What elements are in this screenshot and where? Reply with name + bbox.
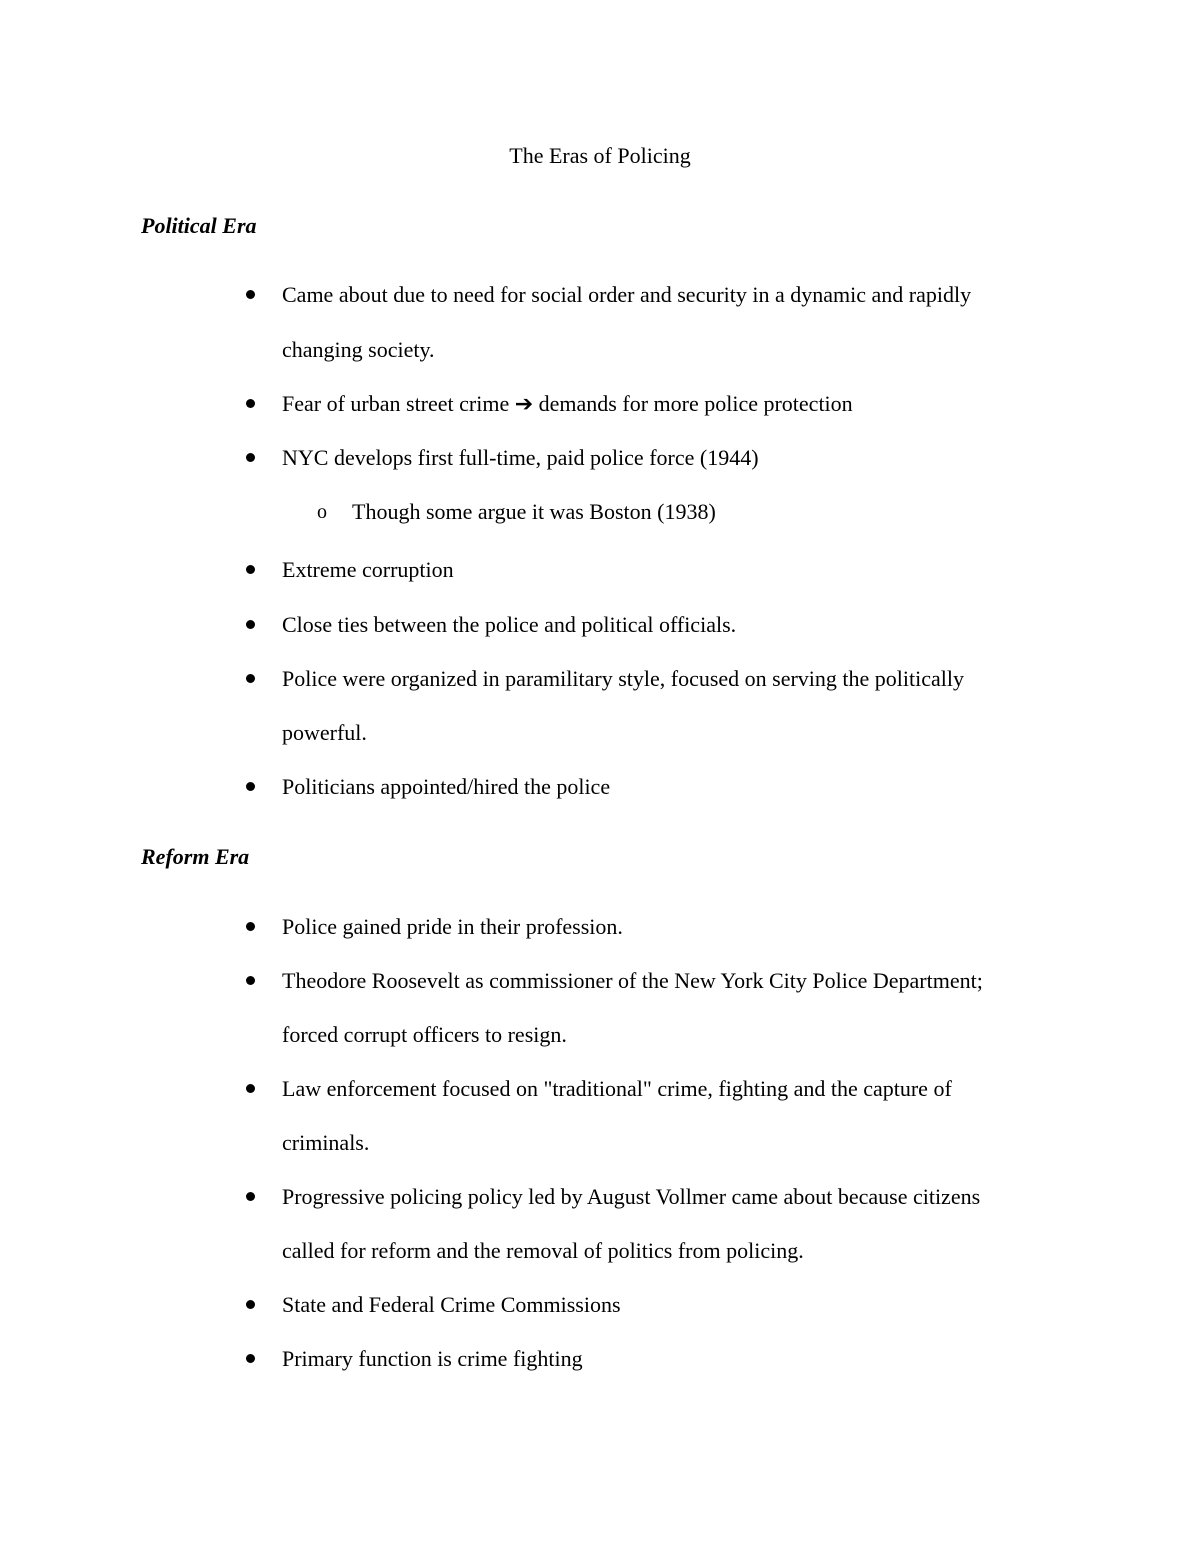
list-item	[0, 280, 1200, 310]
list-item-text: Progressive policing policy led by August Vollmer came about because citizens	[282, 1184, 981, 1209]
list-item	[0, 555, 1200, 585]
list-item-text: Fear of urban street crime ➔ demands for more police protection	[282, 391, 853, 416]
list-item	[0, 389, 1200, 419]
list-item-text: Theodore Roosevelt as commissioner of the New York City Police Department;	[282, 968, 983, 993]
bullet-icon	[246, 1192, 255, 1201]
bullet-icon	[246, 565, 255, 574]
political-era-heading: Political Era	[141, 213, 257, 238]
list-item	[0, 966, 1200, 996]
list-item-text: Close ties between the police and political officials.	[282, 612, 737, 637]
list-item-text: NYC develops first full-time, paid police force (1944)	[282, 445, 759, 470]
list-item	[0, 1182, 1200, 1212]
list-item-text: Primary function is crime fighting	[282, 1346, 583, 1371]
sub-list-item	[0, 497, 1200, 527]
list-item	[0, 443, 1200, 473]
bullet-icon	[246, 782, 255, 791]
list-item-text: State and Federal Crime Commissions	[282, 1292, 621, 1317]
bullet-icon	[246, 1354, 255, 1363]
list-item-text: Came about due to need for social order and security in a dynamic and rapidly	[282, 282, 972, 307]
list-item-continuation: criminals.	[282, 1130, 370, 1155]
list-item-text: Law enforcement focused on "traditional" crime, fighting and the capture of	[282, 1076, 952, 1101]
list-item	[0, 610, 1200, 640]
list-item	[0, 1074, 1200, 1104]
bullet-icon	[246, 620, 255, 629]
list-item-continuation: called for reform and the removal of politics from policing.	[282, 1238, 804, 1263]
sub-list-item-text: Though some argue it was Boston (1938)	[352, 499, 716, 524]
bullet-icon	[246, 399, 255, 408]
list-item-text: Police gained pride in their profession.	[282, 914, 623, 939]
bullet-icon	[246, 922, 255, 931]
list-item	[0, 912, 1200, 942]
document-title: The Eras of Policing	[509, 143, 691, 168]
bullet-icon	[246, 453, 255, 462]
list-item-continuation: powerful.	[282, 720, 367, 745]
list-item	[0, 1290, 1200, 1320]
list-item-continuation: forced corrupt officers to resign.	[282, 1022, 567, 1047]
list-item	[0, 664, 1200, 694]
list-item-text: Extreme corruption	[282, 557, 454, 582]
bullet-icon	[246, 290, 255, 299]
sub-bullet-icon: o	[317, 501, 327, 523]
list-item-text: Politicians appointed/hired the police	[282, 774, 611, 799]
bullet-icon	[246, 1300, 255, 1309]
bullet-icon	[246, 976, 255, 985]
list-item	[0, 1344, 1200, 1374]
bullet-icon	[246, 674, 255, 683]
list-item	[0, 772, 1200, 802]
reform-era-heading: Reform Era	[141, 844, 250, 869]
bullet-icon	[246, 1084, 255, 1093]
list-item-continuation: changing society.	[282, 337, 435, 362]
list-item-text: Police were organized in paramilitary style, focused on serving the politically	[282, 666, 964, 691]
